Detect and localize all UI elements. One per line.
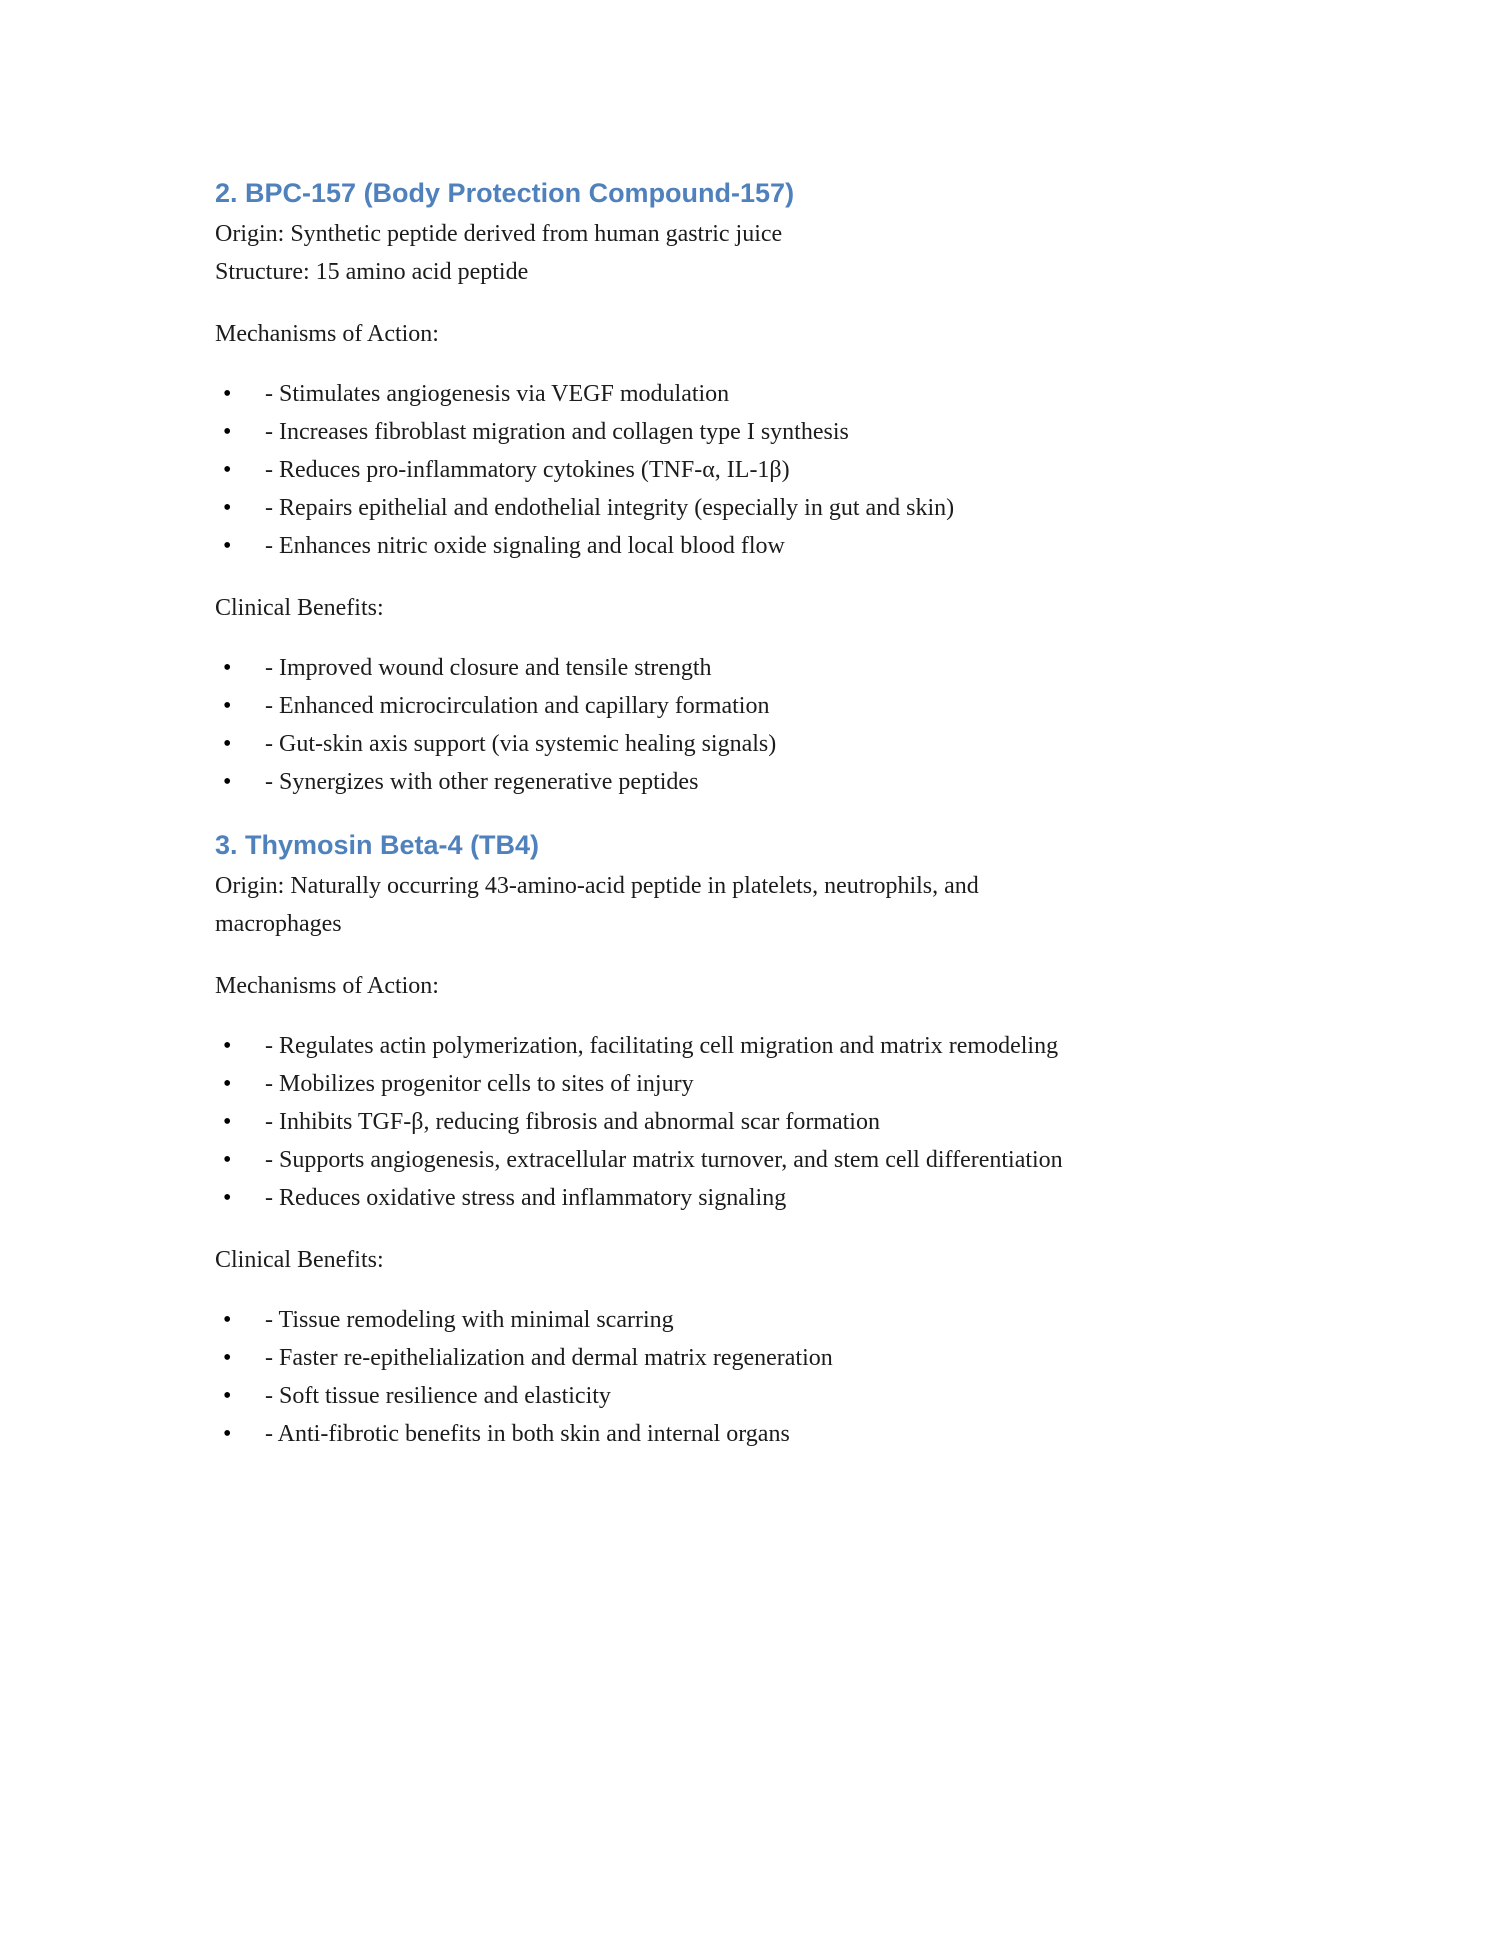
bullet-icon: • — [223, 1383, 232, 1409]
structure-line: Structure: 15 amino acid peptide — [215, 259, 529, 285]
mechanisms-bullet-list — [215, 375, 1285, 565]
clinical-benefits-label: Clinical Benefits: — [215, 595, 384, 621]
bullet-item — [215, 1415, 1285, 1453]
bullet-icon: • — [223, 655, 232, 681]
bullet-item — [215, 725, 1285, 763]
bullet-icon: • — [223, 731, 232, 757]
bullet-icon: • — [223, 1071, 232, 1097]
clinical-benefits-bullet-list — [215, 1301, 1285, 1453]
bullet-text: - Mobilizes progenitor cells to sites of injury — [265, 1071, 694, 1097]
bullet-icon: • — [223, 1033, 232, 1059]
bullet-icon: • — [223, 1307, 232, 1333]
bullet-text: - Gut-skin axis support (via systemic healing signals) — [265, 731, 777, 757]
bullet-icon: • — [223, 495, 232, 521]
bullet-text: - Supports angiogenesis, extracellular matrix turnover, and stem cell differentiation — [265, 1147, 1063, 1173]
document-content — [215, 175, 1285, 1453]
bullet-text: - Stimulates angiogenesis via VEGF modulation — [265, 381, 730, 407]
bullet-icon: • — [223, 693, 232, 719]
bullet-text: - Synergizes with other regenerative peptides — [265, 769, 699, 795]
section-intro — [215, 215, 1285, 291]
bullet-item — [215, 1339, 1285, 1377]
bullet-text: - Reduces pro-inflammatory cytokines (TNF-α, IL-1β) — [265, 457, 790, 483]
bullet-item — [215, 489, 1285, 527]
bullet-text: - Reduces oxidative stress and inflammatory signaling — [265, 1185, 787, 1211]
bullet-icon: • — [223, 381, 232, 407]
origin-line: Origin: Naturally occurring 43-amino-acid peptide in platelets, neutrophils, and — [215, 873, 979, 899]
section-intro — [215, 867, 1285, 943]
bullet-text: - Enhances nitric oxide signaling and local blood flow — [265, 533, 785, 559]
bullet-text: - Soft tissue resilience and elasticity — [265, 1383, 611, 1409]
section-tb4 — [215, 827, 1285, 1453]
bullet-item — [215, 1179, 1285, 1217]
bullet-item — [215, 375, 1285, 413]
bullet-icon: • — [223, 457, 232, 483]
section-bpc157 — [215, 175, 1285, 801]
bullet-text: - Improved wound closure and tensile strength — [265, 655, 712, 681]
bullet-icon: • — [223, 1345, 232, 1371]
bullet-item — [215, 1065, 1285, 1103]
bullet-icon: • — [223, 1421, 232, 1447]
bullet-icon: • — [223, 533, 232, 559]
bullet-icon: • — [223, 1109, 232, 1135]
section-heading-bpc157: 2. BPC-157 (Body Protection Compound-157) — [215, 178, 795, 208]
clinical-benefits-label: Clinical Benefits: — [215, 1247, 384, 1273]
bullet-item — [215, 527, 1285, 565]
bullet-text: - Regulates actin polymerization, facilitating cell migration and matrix remodeling — [265, 1033, 1059, 1059]
bullet-item — [215, 1377, 1285, 1415]
bullet-text: - Increases fibroblast migration and collagen type I synthesis — [265, 419, 849, 445]
bullet-icon: • — [223, 1147, 232, 1173]
bullet-item — [215, 687, 1285, 725]
mechanisms-of-action-label: Mechanisms of Action: — [215, 973, 439, 999]
section-heading-tb4: 3. Thymosin Beta-4 (TB4) — [215, 830, 540, 860]
clinical-benefits-bullet-list — [215, 649, 1285, 801]
bullet-text: - Faster re-epithelialization and dermal matrix regeneration — [265, 1345, 833, 1371]
bullet-icon: • — [223, 419, 232, 445]
bullet-item — [215, 1141, 1285, 1179]
bullet-text: - Repairs epithelial and endothelial integrity (especially in gut and skin) — [265, 495, 955, 521]
bullet-item — [215, 1027, 1285, 1065]
bullet-text: - Tissue remodeling with minimal scarring — [265, 1307, 674, 1333]
origin-line: Origin: Synthetic peptide derived from human gastric juice — [215, 221, 783, 247]
bullet-icon: • — [223, 1185, 232, 1211]
bullet-item — [215, 1103, 1285, 1141]
bullet-text: - Enhanced microcirculation and capillary formation — [265, 693, 770, 719]
bullet-item — [215, 763, 1285, 801]
bullet-icon: • — [223, 769, 232, 795]
bullet-item — [215, 413, 1285, 451]
bullet-item — [215, 451, 1285, 489]
origin-line-continued: macrophages — [215, 911, 342, 937]
bullet-item — [215, 1301, 1285, 1339]
bullet-item — [215, 649, 1285, 687]
mechanisms-bullet-list — [215, 1027, 1285, 1217]
bullet-text: - Inhibits TGF-β, reducing fibrosis and abnormal scar formation — [265, 1109, 880, 1135]
mechanisms-of-action-label: Mechanisms of Action: — [215, 321, 439, 347]
bullet-text: - Anti-fibrotic benefits in both skin and internal organs — [265, 1421, 790, 1447]
